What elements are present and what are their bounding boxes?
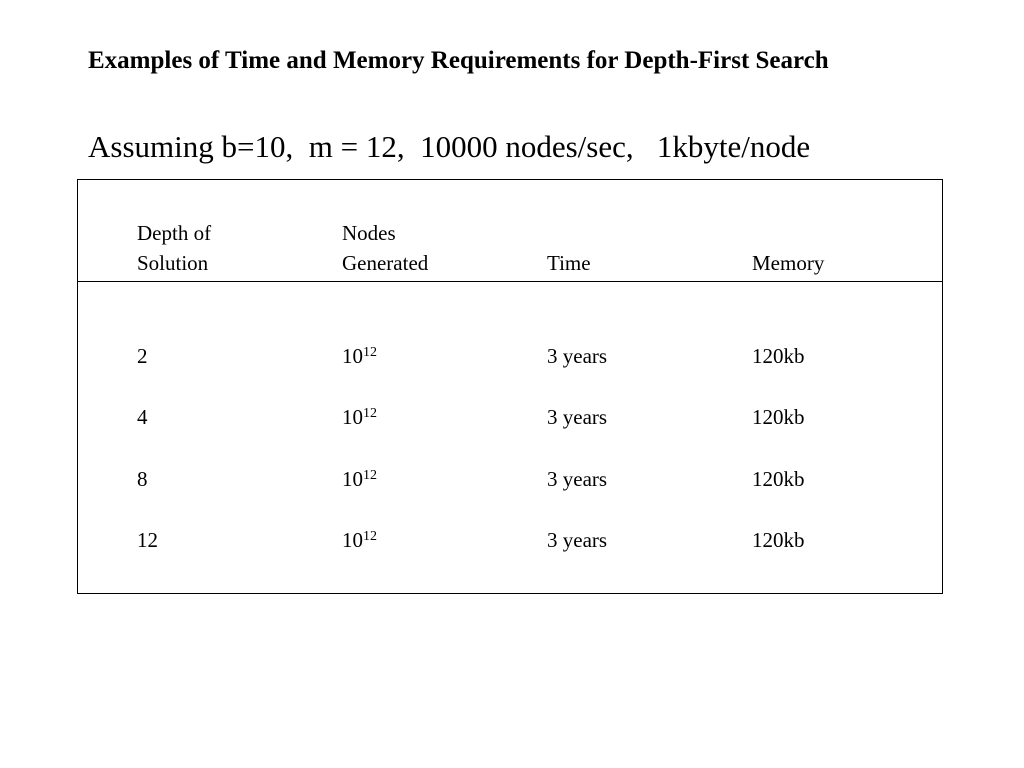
nodes-exponent: 12 [363,406,377,421]
table-cell-time: 3 years [547,528,608,552]
header-nodes-line2: Generated [342,251,429,275]
table-cell-depth: 12 [137,528,158,552]
header-depth-line1: Depth of [137,221,212,245]
slide-subtitle: Assuming b=10, m = 12, 10000 nodes/sec, 1kbyte/node [88,129,811,164]
results-table [77,179,943,594]
table-cell-depth: 8 [137,467,148,491]
table-cell-time: 3 years [547,344,608,368]
table-cell-nodes [342,464,377,494]
header-time: Time [547,251,591,275]
table-cell-depth: 2 [137,344,148,368]
header-nodes-line1: Nodes [342,221,396,245]
table-cell-nodes [342,341,377,371]
nodes-exponent: 12 [363,529,377,544]
table-cell-memory: 120kb [752,467,805,491]
header-depth-line2: Solution [137,251,209,275]
header-memory: Memory [752,251,825,275]
table-cell-nodes [342,402,377,432]
table-cell-memory: 120kb [752,528,805,552]
table-cell-nodes [342,525,377,555]
table-cell-memory: 120kb [752,405,805,429]
nodes-base: 10 [342,467,363,491]
nodes-base: 10 [342,405,363,429]
header-divider [78,281,942,282]
table-cell-depth: 4 [137,405,148,429]
nodes-exponent: 12 [363,345,377,360]
table-cell-memory: 120kb [752,344,805,368]
slide-title: Examples of Time and Memory Requirements for Depth-First Search [88,47,829,74]
table-cell-time: 3 years [547,405,608,429]
table-cell-time: 3 years [547,467,608,491]
nodes-base: 10 [342,528,363,552]
nodes-base: 10 [342,344,363,368]
nodes-exponent: 12 [363,468,377,483]
